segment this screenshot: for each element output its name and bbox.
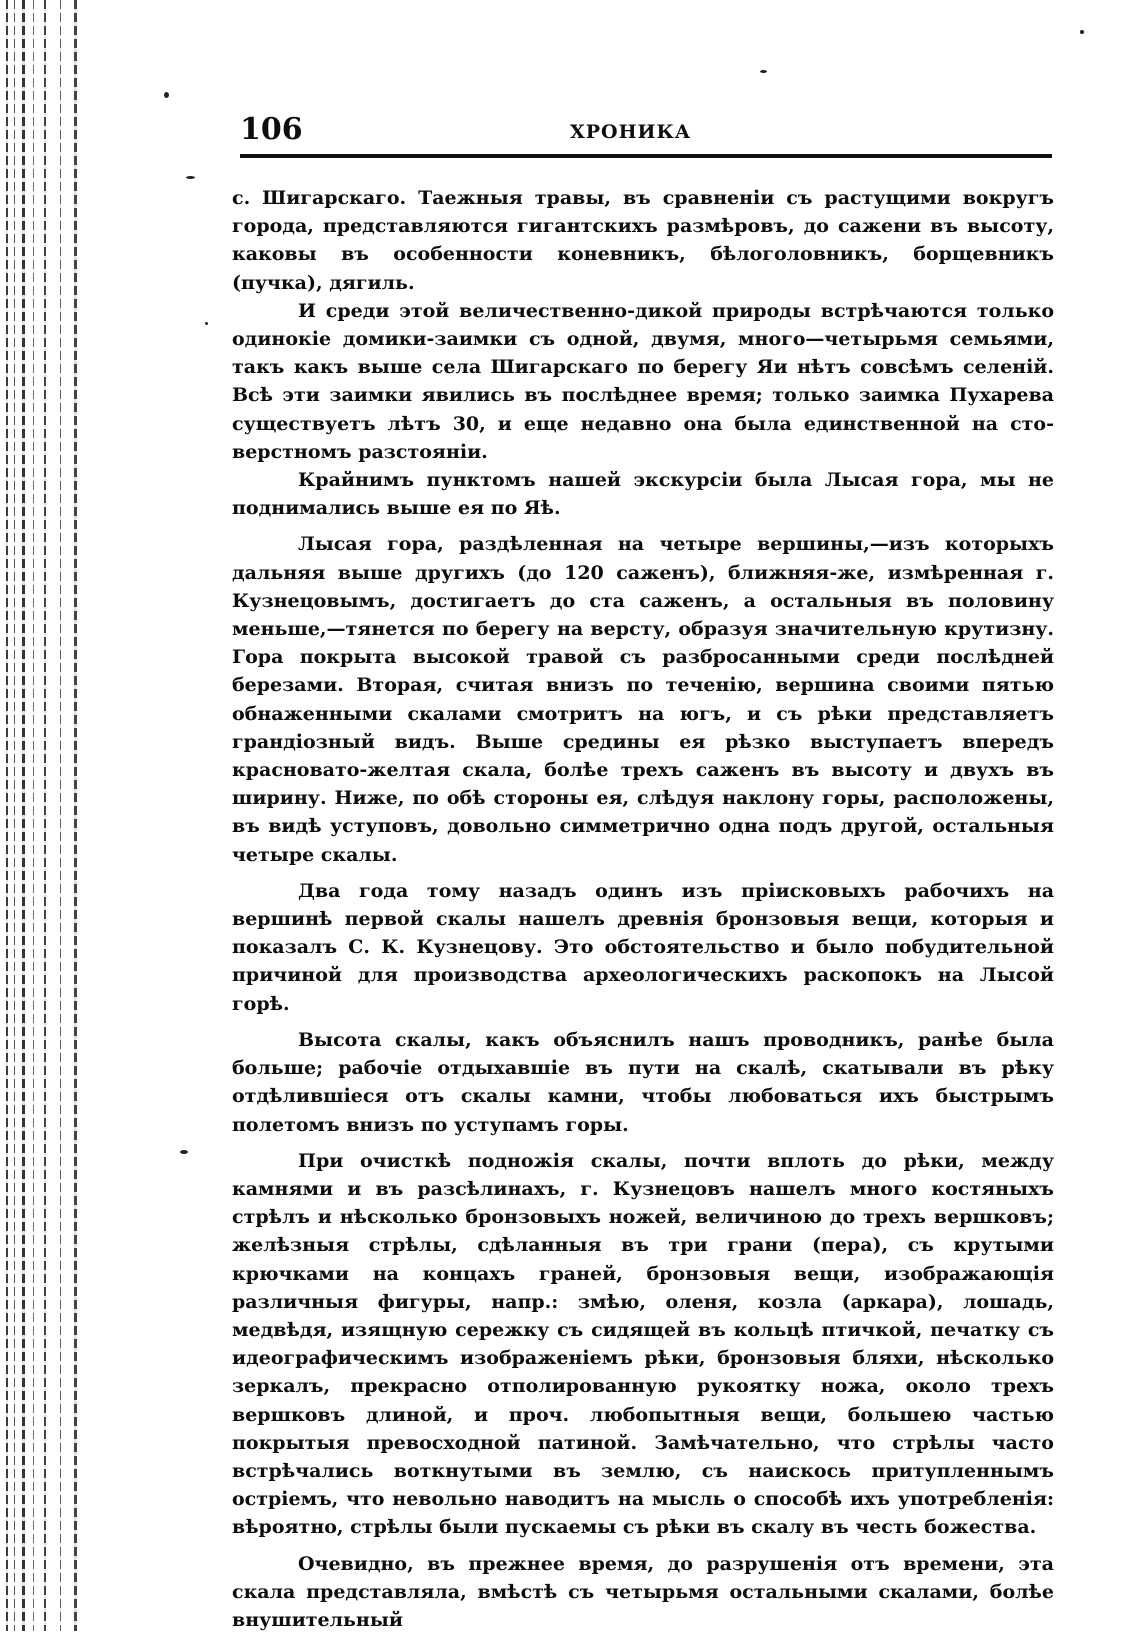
scan-speck: [164, 92, 169, 98]
page-header: [240, 112, 1052, 152]
paragraph: с. Шигарскаго. Таежныя травы, въ сравненіи съ растущими вокругъ города, представляются гигантскихъ размѣровъ, до сажени въ высоту, каковы въ особенности коневникъ, бѣлоголовникъ, борщевникъ (пучка), дягиль.: [232, 187, 1054, 294]
scan-speck: [1080, 30, 1084, 34]
scan-binding-edge-shade: [0, 0, 88, 1631]
page-number: 106: [240, 112, 303, 147]
scan-speck: [760, 70, 767, 73]
paragraph: При очисткѣ подножія скалы, почти вплоть до рѣки, между камнями и въ разсѣлинахъ, г. Кузнецовъ нашелъ много костяныхъ стрѣлъ и нѣсколько бронзовыхъ ножей, величиною до трехъ вершковъ; желѣзныя стрѣлы, сдѣланныя въ три грани (пера), съ крутыми крючками на концахъ граней, бронзовыя вещи, изображающія различныя фигуры, напр.: змѣю, оленя, козла (аркара), лошадь, медвѣдя, изящную сережку съ сидящей въ кольцѣ птичкой, печатку съ идеографическимъ изображеніемъ рѣки, бронзовыя бляхи, нѣсколько зеркалъ, прекрасно отполированную рукоятку ножа, около трехъ вершковъ длиной, и проч. любопытныя вещи, большею частью покрытыя превосходной патиной. Замѣчательно, что стрѣлы часто встрѣчались воткнутыми въ землю, съ наискось притупленнымъ остріемъ, что невольно наводитъ на мысль о способѣ ихъ употребленія: вѣроятно, стрѣлы были пускаемы съ рѣки въ скалу въ честь божества.: [232, 1149, 1054, 1539]
paragraph: Два года тому назадъ одинъ изъ пріисковыхъ рабочихъ на вершинѣ первой скалы нашелъ древнія бронзовыя вещи, которыя и показалъ С. К. Кузнецову. Это обстоятельство и было побудительной причиной для производства археологическихъ раскопокъ на Лысой горѣ.: [232, 879, 1054, 1015]
paragraph: Высота скалы, какъ объяснилъ нашъ проводникъ, ранѣе была больше; рабочіе отдыхавшіе въ пути на скалѣ, скатывали въ рѣку отдѣлившіеся отъ скалы камни, чтобы любоваться ихъ быстрымъ полетомъ внизъ по уступамъ горы.: [232, 1028, 1054, 1136]
header-rule: [240, 154, 1052, 158]
paragraph: И среди этой величественно-дикой природы встрѣчаются только одинокіе домики-заимки съ одной, двумя, много—четырьмя семьями, такъ какъ выше села Шигарскаго по берегу Яи нѣтъ совсѣмъ селеній. Всѣ эти заимки явились въ послѣднее время; только заимка Пухарева существуетъ лѣтъ 30, и еще недавно она была единственной на сто-верстномъ разстояніи.: [232, 299, 1054, 463]
article-body: [232, 184, 1054, 1634]
paragraph: Крайнимъ пунктомъ нашей экскурсіи была Лысая гора, мы не поднимались выше ея по Яѣ.: [232, 469, 1054, 520]
running-title: ХРОНИКА: [570, 121, 692, 143]
paragraph: Очевидно, въ прежнее время, до разрушенія отъ времени, эта скала представляла, вмѣстѣ съ четырьмя остальными скалами, болѣе внушительный: [232, 1552, 1054, 1631]
scan-speck: [180, 1150, 188, 1154]
paragraph: Лысая гора, раздѣленная на четыре вершины,—изъ которыхъ дальняя выше другихъ (до 120 саженъ), ближняя-же, измѣренная г. Кузнецовымъ, достигаетъ до ста саженъ, а остальныя въ половину меньше,—тянется по берегу на версту, образуя значительную крутизну. Гора покрыта высокой травой съ разбросанными среди послѣдней березами. Вторая, считая внизъ по теченію, вершина своими пятью обнаженными скалами смотритъ на югъ, и съ рѣки представляетъ грандіозный видъ. Выше средины ея рѣзко выступаетъ впередъ красновато-желтая скала, болѣе трехъ саженъ въ высоту и двухъ въ ширину. Ниже, по обѣ стороны ея, слѣдуя наклону горы, расположены, въ видѣ уступовъ, довольно симметрично одна подъ другой, остальныя четыре скалы.: [232, 533, 1054, 866]
scan-speck: [186, 176, 195, 179]
scan-speck: [205, 322, 208, 325]
